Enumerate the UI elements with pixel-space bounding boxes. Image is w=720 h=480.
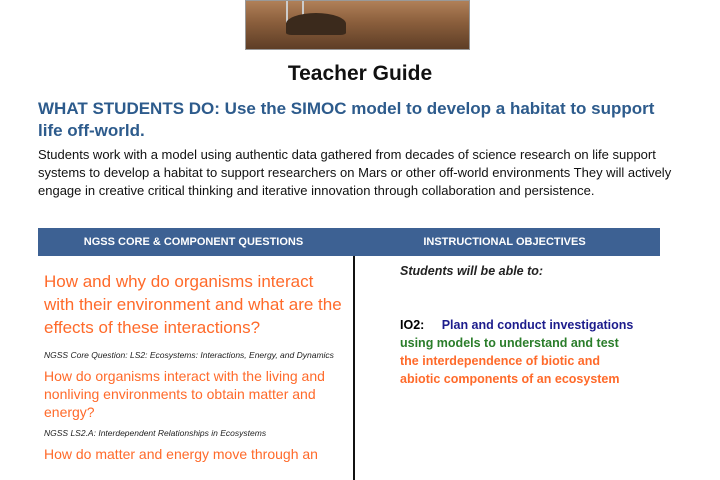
objective-part-orange: the interdependence of biotic and abiotic components of an ecosystem: [400, 354, 620, 386]
col-header-objectives: INSTRUCTIONAL OBJECTIVES: [423, 236, 586, 248]
page-title: Teacher Guide: [287, 62, 433, 85]
what-students-do: WHAT STUDENTS DO: Use the SIMOC model to develop a habitat to support life off-world.: [38, 99, 655, 140]
column-divider: [353, 256, 355, 480]
intro-paragraph: Students work with a model using authentic data gathered from decades of science research on life support systems to develop a habitat to support researchers on Mars or other off-world environments They will actively engage in creative critical thinking and iterative innovation through collaboration and persistence.: [38, 147, 672, 198]
objective-part-blue: Plan and conduct investigations: [441, 318, 634, 332]
instructional-objectives: [400, 264, 640, 388]
mound-figure: [286, 13, 346, 35]
mars-habitat-photo: [245, 0, 470, 50]
component-question-1-ref: NGSS LS2.A: Interdependent Relationships in Ecosystems: [44, 428, 267, 438]
core-question-ref: NGSS Core Question: LS2: Ecosystems: Interactions, Energy, and Dynamics: [44, 350, 334, 360]
component-question-1: How do organisms interact with the living and nonliving environments to obtain matter and energy?: [44, 368, 325, 420]
table-header: [38, 228, 660, 256]
core-question: How and why do organisms interact with their environment and what are the effects of these interactions?: [44, 272, 342, 337]
col-header-ngss: NGSS CORE & COMPONENT QUESTIONS: [83, 236, 304, 248]
component-question-2: How do matter and energy move through an: [44, 446, 318, 462]
objective-label: IO2:: [400, 318, 425, 332]
students-able-to: Students will be able to:: [400, 264, 544, 278]
objective-part-green: using models to understand and test: [400, 336, 619, 350]
ngss-questions: [44, 270, 344, 463]
objective-io2: [400, 316, 640, 388]
